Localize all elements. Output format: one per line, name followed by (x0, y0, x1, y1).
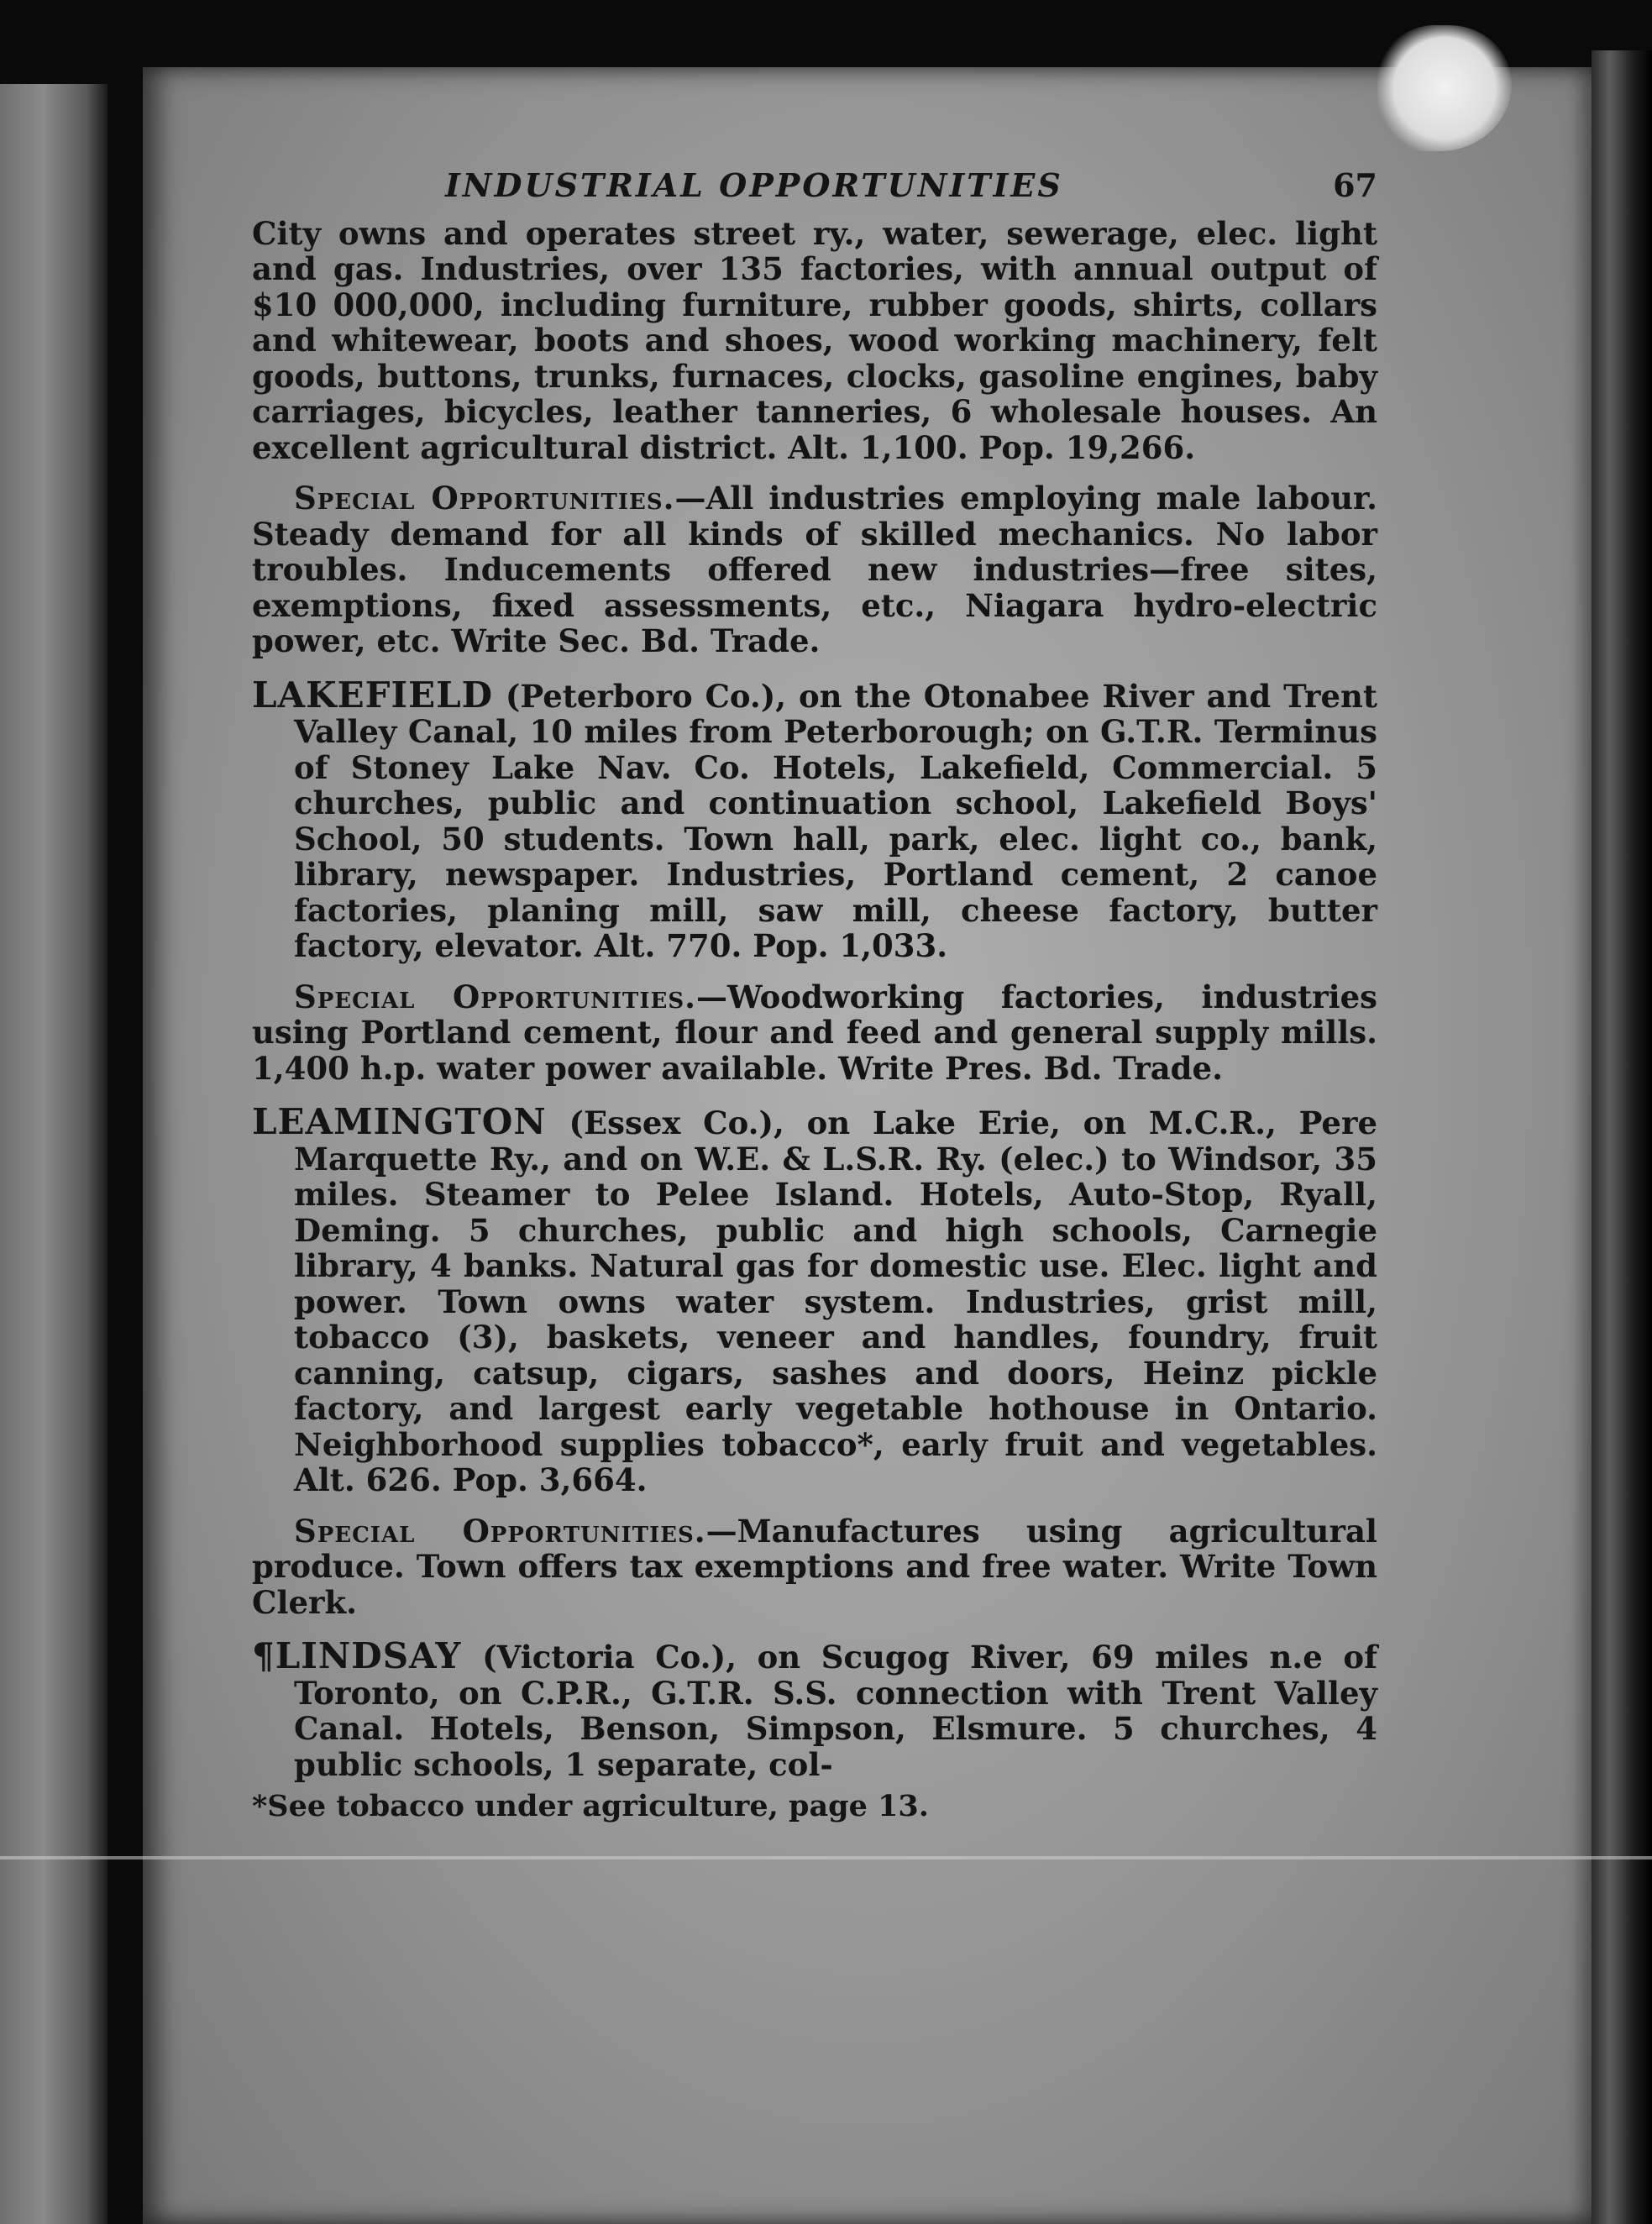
page-edge-shadow (1592, 50, 1652, 2224)
special-opportunities-paragraph (252, 979, 1377, 1087)
special-opportunities-paragraph (252, 480, 1377, 659)
special-label: Special Opportunities. (294, 1512, 706, 1550)
facing-page-edge (0, 84, 108, 2224)
continued-entry: City owns and operates street ry., water, sewerage, elec. light and gas. Industries, over 135 factories, with annual output of $10 000,000, including furniture, rubber goods, shirts, collars and whitewear, boots and shoes, wood working machinery, felt goods, buttons, trunks, furnaces, clocks, gasoline engines, baby carriages, bicycles, leather tanneries, 6 wholesale houses. An excellent agricultural district. Alt. 1,100. Pop. 19,266. (252, 214, 1377, 466)
film-scratch (0, 1856, 1652, 1859)
special-text: —Manufactures using agricultural produce. Town offers tax exemptions and free water. Write Town Clerk. (252, 1512, 1377, 1621)
entry-leamington (252, 1101, 1377, 1498)
page-number: 67 (1333, 166, 1377, 204)
footnote: *See tobacco under agriculture, page 13. (252, 1789, 929, 1823)
entry-text: (Peterboro Co.), on the Otonabee River and Trent Valley Canal, 10 miles from Peterborough; on G.T.R. Terminus of Stoney Lake Nav. Co. Hotels, Lakefield, Commercial. 5 churches, public and continuation school, Lakefield Boys' School, 50 students. Town hall, park, elec. light co., bank, library, newspaper. Industries, Portland cement, 2 canoe factories, planing mill, saw mill, cheese factory, butter factory, elevator. Alt. 770. Pop. 1,033. (294, 677, 1377, 964)
entry-text: (Victoria Co.), on Scugog River, 69 miles n.e of Toronto, on C.P.R., G.T.R. S.S. connection with Trent Valley Canal. Hotels, Benson, Simpson, Elsmure. 5 churches, 4 public schools, 1 separate, col- (294, 1639, 1377, 1783)
special-label: Special Opportunities. (294, 480, 675, 517)
page-text (252, 168, 1377, 1825)
entry-text: (Essex Co.), on Lake Erie, on M.C.R., Pere Marquette Ry., and on W.E. & L.S.R. Ry. (elec.) to Windsor, 35 miles. Steamer to Pelee Island. Hotels, Auto-Stop, Ryall, Deming. 5 churches, public and high schools, Carnegie library, 4 banks. Natural gas for domestic use. Elec. light and power. Town owns water system. Industries, grist mill, tobacco (3), baskets, veneer and handles, foundry, fruit canning, catsup, cigars, sashes and doors, Heinz pickle factory, and largest early vegetable hothouse in Ontario. Neighborhood supplies tobacco*, early fruit and vegetables. Alt. 626. Pop. 3,664. (294, 1104, 1377, 1498)
entry-lindsay (252, 1635, 1377, 1783)
entry-lakefield (252, 674, 1377, 964)
place-name: LEAMINGTON (252, 1101, 547, 1142)
special-label: Special Opportunities. (294, 978, 697, 1015)
special-text: —Woodworking factories, industries using Portland cement, flour and feed and general supply mills. 1,400 h.p. water power available. Write Pres. Bd. Trade. (252, 978, 1377, 1087)
special-opportunities-paragraph (252, 1513, 1377, 1621)
special-text: —All industries employing male labour. Steady demand for all kinds of skilled mechanics. No labor troubles. Inducements offered new industries—free sites, exemptions, fixed assessments, etc., Niagara hydro-electric power, etc. Write Sec. Bd. Trade. (252, 480, 1377, 659)
place-name: LAKEFIELD (252, 674, 494, 716)
running-head (252, 168, 1377, 204)
place-name: ¶LINDSAY (252, 1635, 462, 1676)
running-head-title: INDUSTRIAL OPPORTUNITIES (445, 166, 1063, 204)
